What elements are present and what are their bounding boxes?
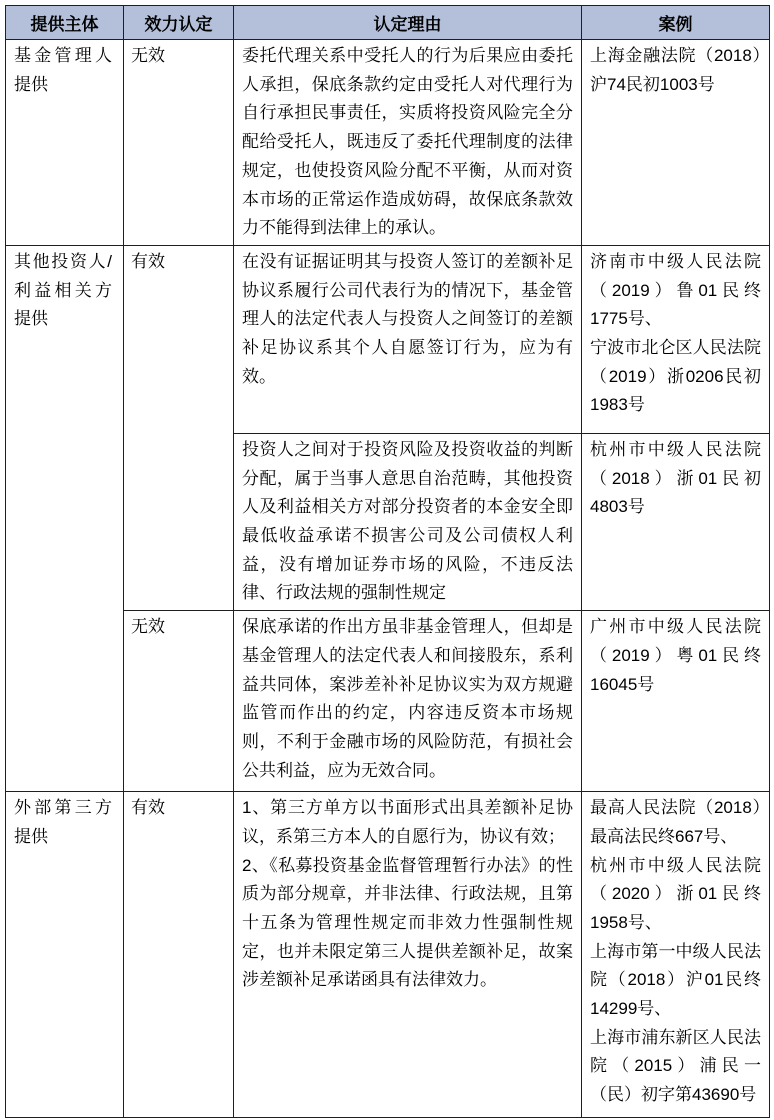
case-cell <box>582 40 770 246</box>
reason-paragraph: 委托代理关系中受托人的行为后果应由委托人承担，保底条款约定由受托人对代理行为自行承担民事责任，实质将投资风险完全分配给受托人，既违反了委托代理制度的法律规定，也使投资风险分配不平衡，从而对资本市场的正常运作造成妨碍，故保底条款效力不能得到法律上的承认。 <box>242 46 573 238</box>
provider-cell: 基金管理人提供 <box>6 40 124 246</box>
reason-cell <box>234 245 582 433</box>
header-row <box>6 6 770 40</box>
reason-paragraph: 在没有证据证明其与投资人签订的差额补足协议系履行公司代表行为的情况下，基金管理人的法定代表人与投资人之间签订的差额补足协议系其个人自愿签订行为，应为有效。 <box>242 251 573 386</box>
header-cell-case: 案例 <box>582 6 770 40</box>
validity-cases-table <box>5 5 770 1118</box>
case-item: 上海金融法院（2018）沪74民初1003号 <box>590 46 761 94</box>
provider-cell: 外部第三方提供 <box>6 792 124 1118</box>
reason-paragraph: 投资人之间对于投资风险及投资收益的判断分配，属于当事人意思自治范畴，其他投资人及利益相关方对部分投资者的本金安全即最低收益承诺不损害公司及公司债权人利益，没有增加证券市场的风险，不违反法律、行政法规的强制性规定 <box>242 439 573 603</box>
header-cell-validity: 效力认定 <box>124 6 234 40</box>
case-item: 济南市中级人民法院（2019）鲁01民终1775号、 <box>590 251 761 329</box>
case-cell <box>582 611 770 792</box>
table-row <box>6 40 770 246</box>
case-item: 上海市第一中级人民法院（2018）沪01民终14299号、 <box>590 941 761 1019</box>
case-cell <box>582 792 770 1118</box>
reason-cell <box>234 40 582 246</box>
reason-cell <box>234 792 582 1118</box>
header-cell-reason: 认定理由 <box>234 6 582 40</box>
provider-cell: 其他投资人/利益相关方提供 <box>6 245 124 791</box>
case-item: 上海市浦东新区人民法院（2015）浦民一（民）初字第43690号 <box>590 1027 761 1105</box>
reason-paragraph: 2、《私募投资基金监督管理暂行办法》的性质为部分规章，并非法律、行政法规，且第十五条为管理性规定而非效力性强制性规定，也并未限定第三人提供差额补足，故案涉差额补足承诺函具有法律效力。 <box>242 855 573 990</box>
case-item: 宁波市北仑区人民法院（2019）浙0206民初1983号 <box>590 338 761 415</box>
case-item: 杭州市中级人民法院（2020）浙01民终1958号、 <box>590 855 761 932</box>
case-item: 广州市中级人民法院（2019）粤01民终16045号 <box>590 617 761 694</box>
case-cell <box>582 433 770 610</box>
validity-cell: 有效 <box>124 245 234 610</box>
reason-paragraph: 1、第三方单方以书面形式出具差额补足协议，系第三方本人的自愿行为，协议有效； <box>242 798 573 846</box>
table-row <box>6 792 770 1118</box>
reason-cell <box>234 611 582 792</box>
validity-cell: 无效 <box>124 611 234 792</box>
header-cell-provider: 提供主体 <box>6 6 124 40</box>
validity-cell: 有效 <box>124 792 234 1118</box>
reason-paragraph: 保底承诺的作出方虽非基金管理人，但却是基金管理人的法定代表人和间接股东，系利益共同体，案涉差补补足协议实为双方规避监管而作出的约定，内容违反资本市场规则，不利于金融市场的风险防范，有损社会公共利益，应为无效合同。 <box>242 617 573 780</box>
validity-cell: 无效 <box>124 40 234 246</box>
case-item: 杭州市中级人民法院（2018）浙01民初4803号 <box>590 439 761 517</box>
case-cell <box>582 245 770 433</box>
case-item: 最高人民法院（2018）最高法民终667号、 <box>590 798 761 846</box>
table-row <box>6 245 770 433</box>
reason-cell <box>234 433 582 610</box>
